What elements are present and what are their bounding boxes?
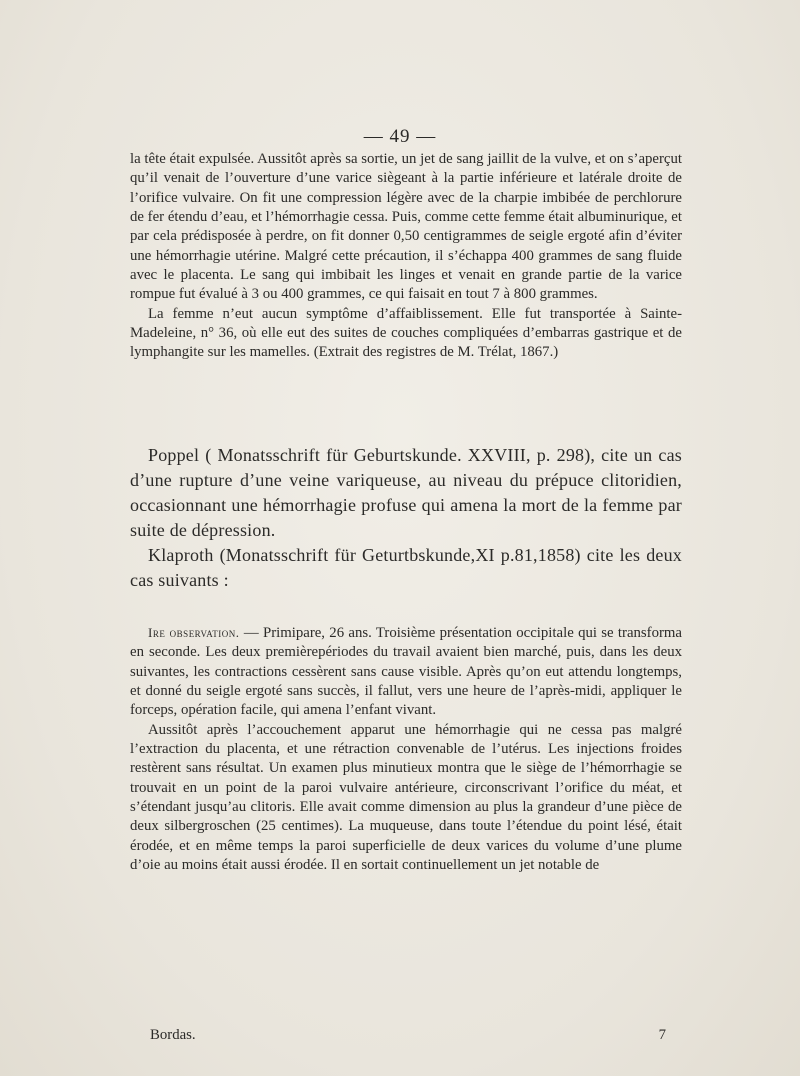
signature-number: 7 [658, 1027, 666, 1043]
paragraph-outcome: La femme n’eut aucun symptôme d’affaiblissement. Elle fut transportée à Sainte-Madeleine, n° 36, où elle eut des suites de couches compliquées d’embarras gastrique et de lymphangite sur les mamelles. (Extrait des registres de M. Trélat, 1867.) [130, 305, 682, 361]
literature-citations [130, 443, 682, 592]
paragraph-poppel-citation: Poppel ( Monatsschrift für Geburtskunde. XXVIII, p. 298), cite un cas d’une rupture d’une veine variqueuse, au niveau du prépuce clitoridien, occasionnant une hémorrhagie profuse qui amena la mort de la femme par suite de dépression. [130, 445, 682, 540]
case-report-continued [130, 150, 682, 363]
signature-mark: Bordas. [150, 1027, 196, 1043]
page-number: — 49 — [363, 126, 437, 147]
observation-text: — Primipare, 26 ans. Troisième présentation occipitale qui se transforma en seconde. Les deux premièrepériodes du travail avaient bien marché, puis, dans les deux suivantes, les contractions cessèrent sans cause visible. Après qu’on eut attendu longtemps, et donné du seigle ergoté sans succès, il fallut, vers une heure de l’après-midi, appliquer le forceps, opération facile, qui amena l’enfant vivant. [130, 625, 682, 719]
paragraph-hemorrhage-description: Aussitôt après l’accouchement apparut une hémorrhagie qui ne cessa pas malgré l’extraction du placenta, et une rétraction convenable de l’utérus. Les injections froides restèrent sans résultat. Un examen plus minutieux montra que le siège de l’hémorrhagie se trouvait en un point de la paroi vulvaire antérieure, circonscrivant l’orifice du méat, et s’étendant jusqu’au clitoris. Elle avait comme dimension au plus la grandeur d’une pièce de deux silbergroschen (25 centimes). La muqueuse, dans toute l’étendue du point lésé, était érodée, et en même temps la paroi superficielle de deux varices du volume d’une plume d’oie au moins était aussi érodée. Il en sortait continuellement un jet notable de [130, 721, 682, 874]
paragraph-klaproth-citation: Klaproth (Monatsschrift für Geturtbskunde,XI p.81,1858) cite les deux cas suivants : [130, 544, 682, 590]
observation-section [130, 623, 682, 875]
paragraph-case-continued: la tête était expulsée. Aussitôt après sa sortie, un jet de sang jaillit de la vulve, et on s’aperçut qu’il venait de l’ouverture d’une varice siègeant à la partie inférieure et latérale droite de l’orifice vulvaire. On fit une compression légère avec de la charpie imbibée de perchlorure de fer étendu d’eau, et l’hémorrhagie cessa. Puis, comme cette femme était albuminurique, et par cela prédisposée à perdre, on fit donner 0,50 centigrammes de seigle ergoté afin d’éviter une hémorrhagie utérine. Malgré cette précaution, il s’échappa 400 grammes de sang fluide avec le placenta. Le sang qui imbibait les linges et venait en grande partie de la varice rompue fut évalué à 3 ou 400 grammes, ce qui faisait en tout 7 à 800 grammes. [130, 151, 682, 303]
observation-label: Ire observation. [148, 625, 240, 640]
signature-line [150, 1027, 680, 1044]
paragraph-first-observation [130, 623, 682, 721]
